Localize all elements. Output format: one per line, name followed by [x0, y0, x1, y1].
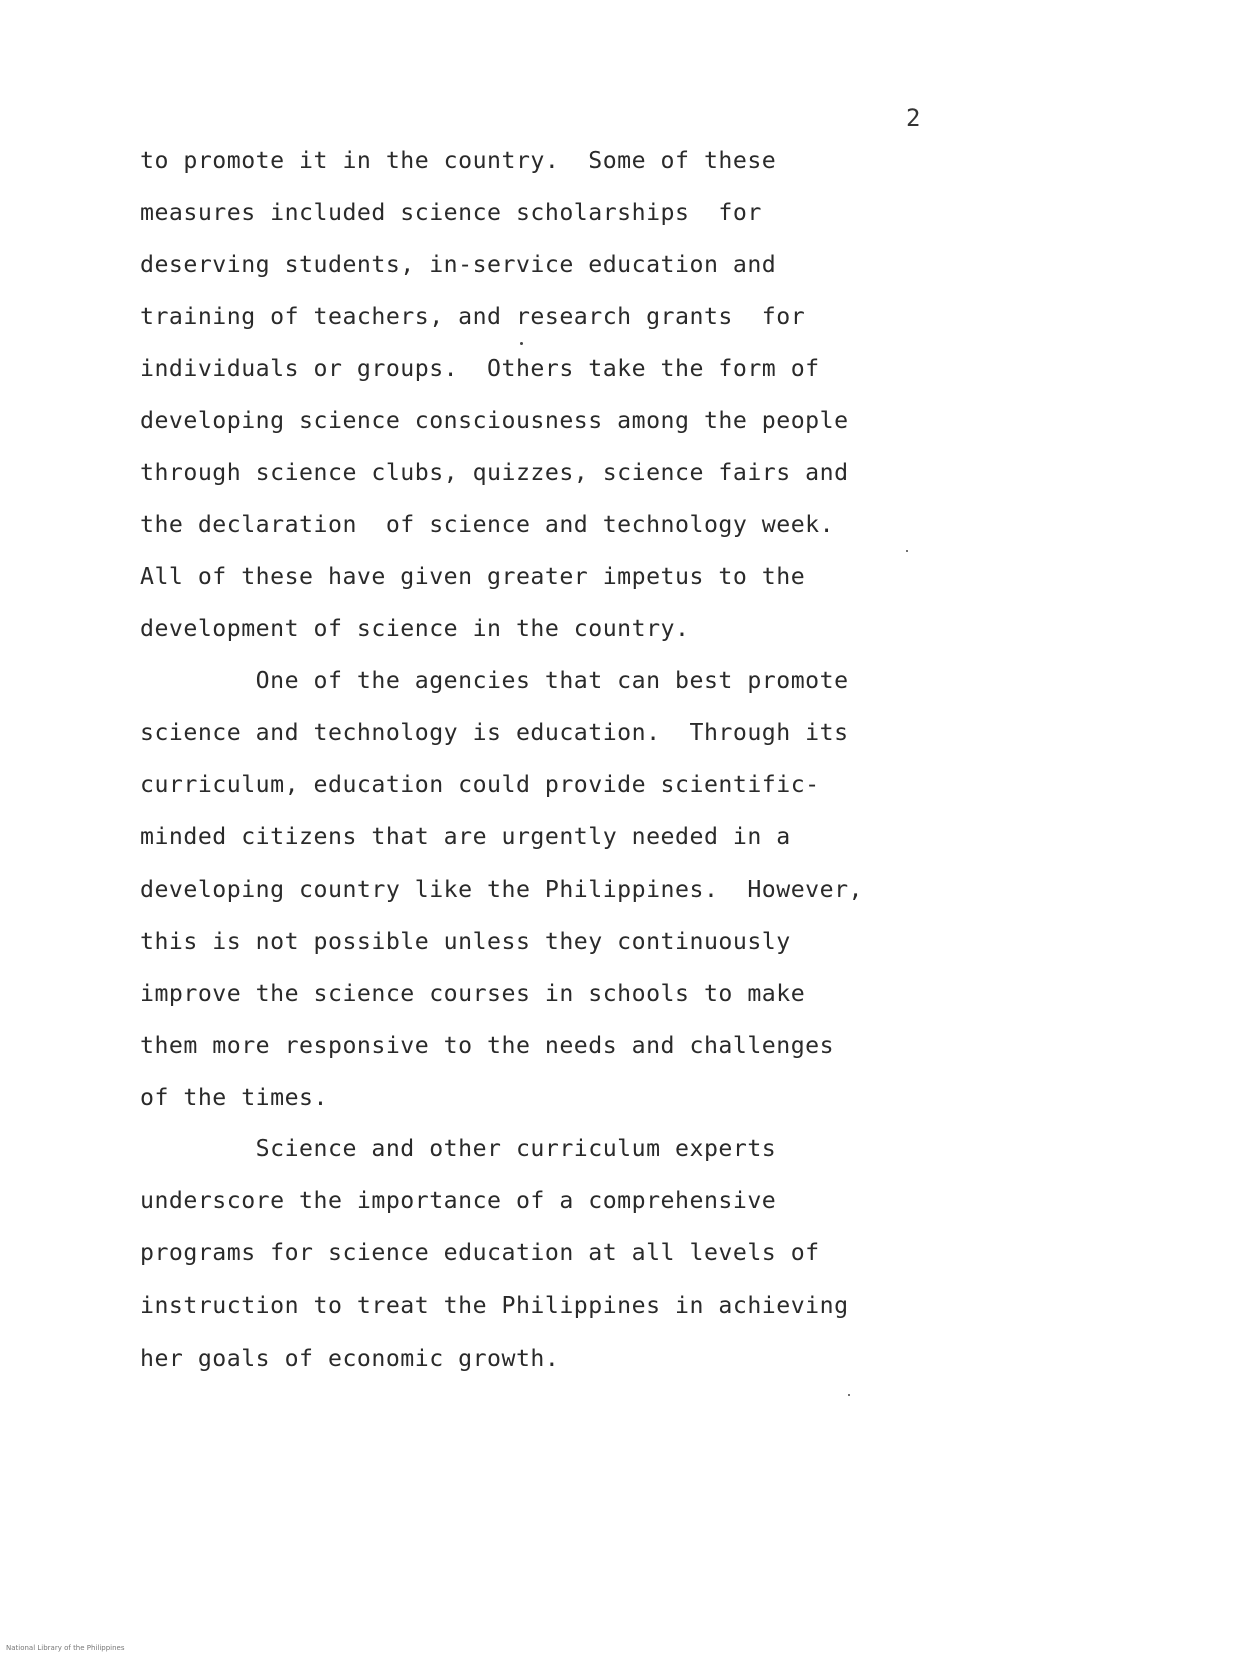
text-line: developing science consciousness among the people: [140, 407, 849, 434]
text-line: through science clubs, quizzes, science fairs and: [140, 459, 849, 486]
text-line: science and technology is education. Through its: [140, 719, 849, 746]
scan-speck: [906, 550, 908, 552]
text-line: improve the science courses in schools to make: [140, 980, 806, 1007]
text-line: underscore the importance of a comprehensive: [140, 1187, 777, 1214]
text-line: All of these have given greater impetus to the: [140, 563, 806, 590]
text-line: them more responsive to the needs and challenges: [140, 1032, 835, 1059]
text-line: individuals or groups. Others take the form of: [140, 355, 820, 382]
text-line: of the times.: [140, 1084, 328, 1111]
text-line: to promote it in the country. Some of these: [140, 147, 777, 174]
text-line: development of science in the country.: [140, 615, 690, 642]
text-line: measures included science scholarships for: [140, 199, 762, 226]
scan-speck: [520, 342, 523, 345]
page-number: 2: [906, 104, 921, 132]
text-line: programs for science education at all levels of: [140, 1239, 820, 1266]
scan-speck: [848, 1394, 850, 1396]
text-line: her goals of economic growth.: [140, 1345, 560, 1372]
text-line: deserving students, in-service education and: [140, 251, 777, 278]
text-line: One of the agencies that can best promote: [140, 667, 849, 694]
text-line: curriculum, education could provide scientific-: [140, 771, 820, 798]
text-line: Science and other curriculum experts: [140, 1135, 777, 1162]
text-line: instruction to treat the Philippines in achieving: [140, 1292, 849, 1319]
text-line: this is not possible unless they continuously: [140, 928, 791, 955]
scan-footer: National Library of the Philippines: [6, 1644, 125, 1652]
text-line: training of teachers, and research grants for: [140, 303, 806, 330]
text-line: minded citizens that are urgently needed in a: [140, 823, 791, 850]
text-line: developing country like the Philippines. However,: [140, 876, 864, 903]
text-line: the declaration of science and technology week.: [140, 511, 835, 538]
